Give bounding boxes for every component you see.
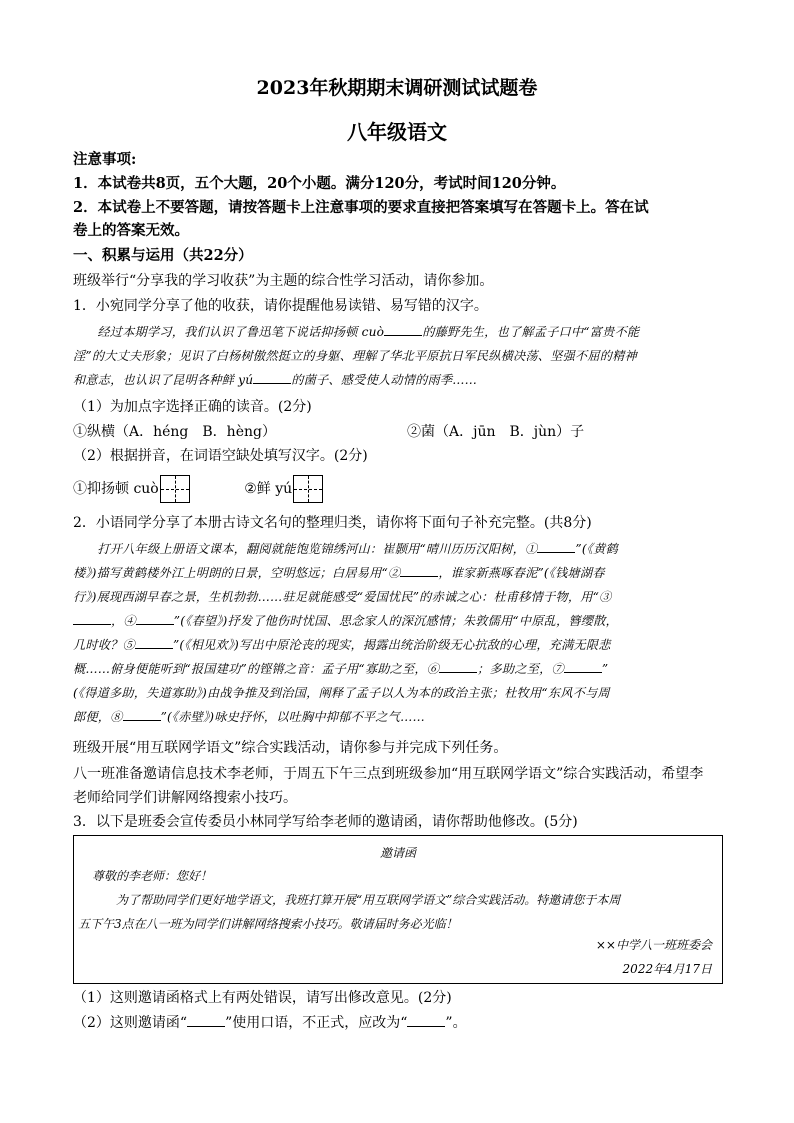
- q1-sub1: （1）为加点字选择正确的读音。(2分): [73, 399, 312, 415]
- q2-p5b: ”(《相见欢》)写出中原沦丧的现实，揭露出统治阶级无心抗敌的心理，充满无限悲: [172, 638, 611, 652]
- q2-p6c: ”: [601, 662, 609, 676]
- q2-line1: [73, 537, 721, 561]
- q3-sub2a: （2）这则邀请函“: [73, 1015, 188, 1031]
- blank-1[interactable]: [537, 540, 575, 553]
- q1-passage-line1: [73, 320, 721, 344]
- q2-p6b: ；多助之至，⑦: [477, 662, 564, 676]
- q1-sub2-opt2: ②鲜 yú: [244, 481, 293, 497]
- q1-sub1-options: [73, 422, 723, 442]
- q2-line7: (《得道多助，失道寡助》)由战争推及到治国，阐释了孟子以人为本的政治主张；杜牧用“东风不与周: [73, 686, 610, 700]
- q1-sub2-opt1: ①抑扬顿 cuò: [73, 481, 159, 497]
- q1-option-2: ②菌（A．jūn B．jùn）子: [407, 424, 585, 440]
- q2-passage: [73, 537, 721, 729]
- q1-stem: 1．小宛同学分享了他的收获，请你提醒他易读错、易写错的汉字。: [73, 298, 488, 314]
- letter-body-2: 五下午3点在八一班为同学们讲解网络搜索小技巧。敬请届时务必光临！: [78, 917, 458, 931]
- q2-line8: [73, 705, 721, 729]
- q3-sub2b: ”使用口语，不正式，应改为“: [225, 1015, 408, 1031]
- blank-q3-revised[interactable]: [407, 1014, 445, 1027]
- notice-item-2b: 卷上的答案无效。: [73, 222, 189, 239]
- exam-title: 2023年秋期期末调研测试试题卷: [256, 77, 538, 99]
- q1-passage-line2: 淫”的大丈夫形象；见识了白杨树傲然挺立的身躯、理解了华北平原抗日军民纵横决荡、坚强不屈的精神: [73, 349, 637, 363]
- q2-p8a: 郎便，⑧: [73, 710, 123, 724]
- blank-7[interactable]: [564, 660, 602, 673]
- blank-cuo[interactable]: [384, 323, 422, 336]
- q1-passage-d: 和意志，也认识了昆明各种鲜 yú: [73, 373, 254, 387]
- blank-yu[interactable]: [253, 371, 291, 384]
- blank-6[interactable]: [439, 660, 477, 673]
- letter-date: 2022年4月17日: [622, 962, 712, 976]
- context-line-1: 八一班准备邀请信息技术李老师，于周五下午三点到班级参加“用互联网学语文”综合实践活动，希望李: [73, 766, 704, 782]
- blank-5[interactable]: [135, 636, 173, 649]
- letter-body-1: 为了帮助同学们更好地学语文，我班打算开展“用互联网学语文”综合实践活动。特邀请您于本周: [116, 893, 621, 907]
- q2-p2a: 楼》)描写黄鹤楼外江上明朗的日景，空明悠远；白居易用“②: [73, 566, 401, 580]
- q1-sub2: （2）根据拼音，在词语空缺处填写汉字。(2分): [73, 448, 368, 464]
- q2-p8b: ”(《赤壁》)咏史抒怀，以吐胸中抑郁不平之气……: [160, 710, 425, 724]
- q1-passage-line3: [73, 368, 721, 392]
- q2-p4a: ，④: [111, 614, 136, 628]
- activity-intro: 班级开展“用互联网学语文”综合实践活动，请你参与并完成下列任务。: [73, 740, 508, 756]
- letter-signer: ××中学八一班班委会: [595, 938, 712, 952]
- q2-line2: [73, 561, 721, 585]
- notice-item-1: 1．本试卷共8页，五个大题，20个小题。满分120分，考试时间120分钟。: [73, 175, 566, 192]
- q1-option-1: ①纵横（A．héng B．hèng）: [73, 424, 276, 440]
- q1-passage: [73, 320, 721, 392]
- blank-3[interactable]: [73, 612, 111, 625]
- context-line-2: 老师给同学们讲解网络搜索小技巧。: [73, 790, 297, 806]
- q2-p6a: 概……俯身便能听到“报国建功”的铿锵之音：孟子用“寡助之至，⑥: [73, 662, 440, 676]
- q2-line4: [73, 609, 721, 633]
- q1-passage-e: 的菌子、感受使人动情的雨季……: [291, 373, 478, 387]
- notice-item-2a: 2．本试卷上不要答题，请按答题卡上注意事项的要求直接把答案填写在答题卡上。答在试: [73, 199, 649, 216]
- writing-grid-cuo[interactable]: [160, 475, 190, 503]
- invitation-letter-box: [73, 835, 723, 984]
- section1-intro: 班级举行“分享我的学习收获”为主题的综合性学习活动，请你参加。: [73, 273, 494, 289]
- q1-passage-b: 的藤野先生，也了解孟子口中“富贵不能: [422, 325, 640, 339]
- notice-heading: 注意事项:: [73, 151, 137, 168]
- q3-sub1: （1）这则邀请函格式上有两处错误，请写出修改意见。(2分): [73, 990, 452, 1006]
- q2-p2b: ，谁家新燕啄春泥”(《钱塘湖春: [438, 566, 605, 580]
- q1-passage-a: 经过本期学习，我们认识了鲁迅笔下说话抑扬顿 cuò: [97, 325, 385, 339]
- blank-8[interactable]: [123, 708, 161, 721]
- writing-grid-yu[interactable]: [293, 475, 323, 503]
- exam-subject: 八年级语文: [347, 120, 447, 144]
- letter-greeting: 尊敬的李老师：您好！: [92, 869, 213, 883]
- q2-p5a: 几时收？⑤: [73, 638, 135, 652]
- q2-p1a: 打开八年级上册语文课本，翻阅就能饱览锦绣河山：崔颢用“晴川历历汉阳树，①: [97, 542, 538, 556]
- q2-line6: [73, 657, 721, 681]
- q3-sub2: [73, 1013, 723, 1033]
- section1-heading: 一、积累与运用（共22分）: [73, 247, 253, 264]
- q2-p1b: ”(《黄鹤: [575, 542, 618, 556]
- q3-stem: 3．以下是班委会宣传委员小林同学写给李老师的邀请函，请你帮助他修改。(5分): [73, 814, 578, 830]
- q2-p4b: ”(《春望》)抒发了他伤时忧国、思念家人的深沉感情；朱敦儒用“中原乱，簪缨散，: [173, 614, 618, 628]
- blank-2[interactable]: [400, 564, 438, 577]
- blank-q3-original[interactable]: [187, 1014, 225, 1027]
- q2-line5: [73, 633, 721, 657]
- q2-line3: 行》)展现西湖早春之景，生机勃勃……驻足就能感受“爱国忧民”的赤诚之心：杜甫移情于物，用“③: [73, 590, 612, 604]
- blank-4[interactable]: [136, 612, 174, 625]
- q2-stem: 2．小语同学分享了本册古诗文名句的整理归类，请你将下面句子补充完整。(共8分): [73, 515, 592, 531]
- q1-sub2-options: [73, 475, 723, 503]
- q3-sub2c: ”。: [445, 1015, 467, 1031]
- letter-title: 邀请函: [379, 846, 416, 860]
